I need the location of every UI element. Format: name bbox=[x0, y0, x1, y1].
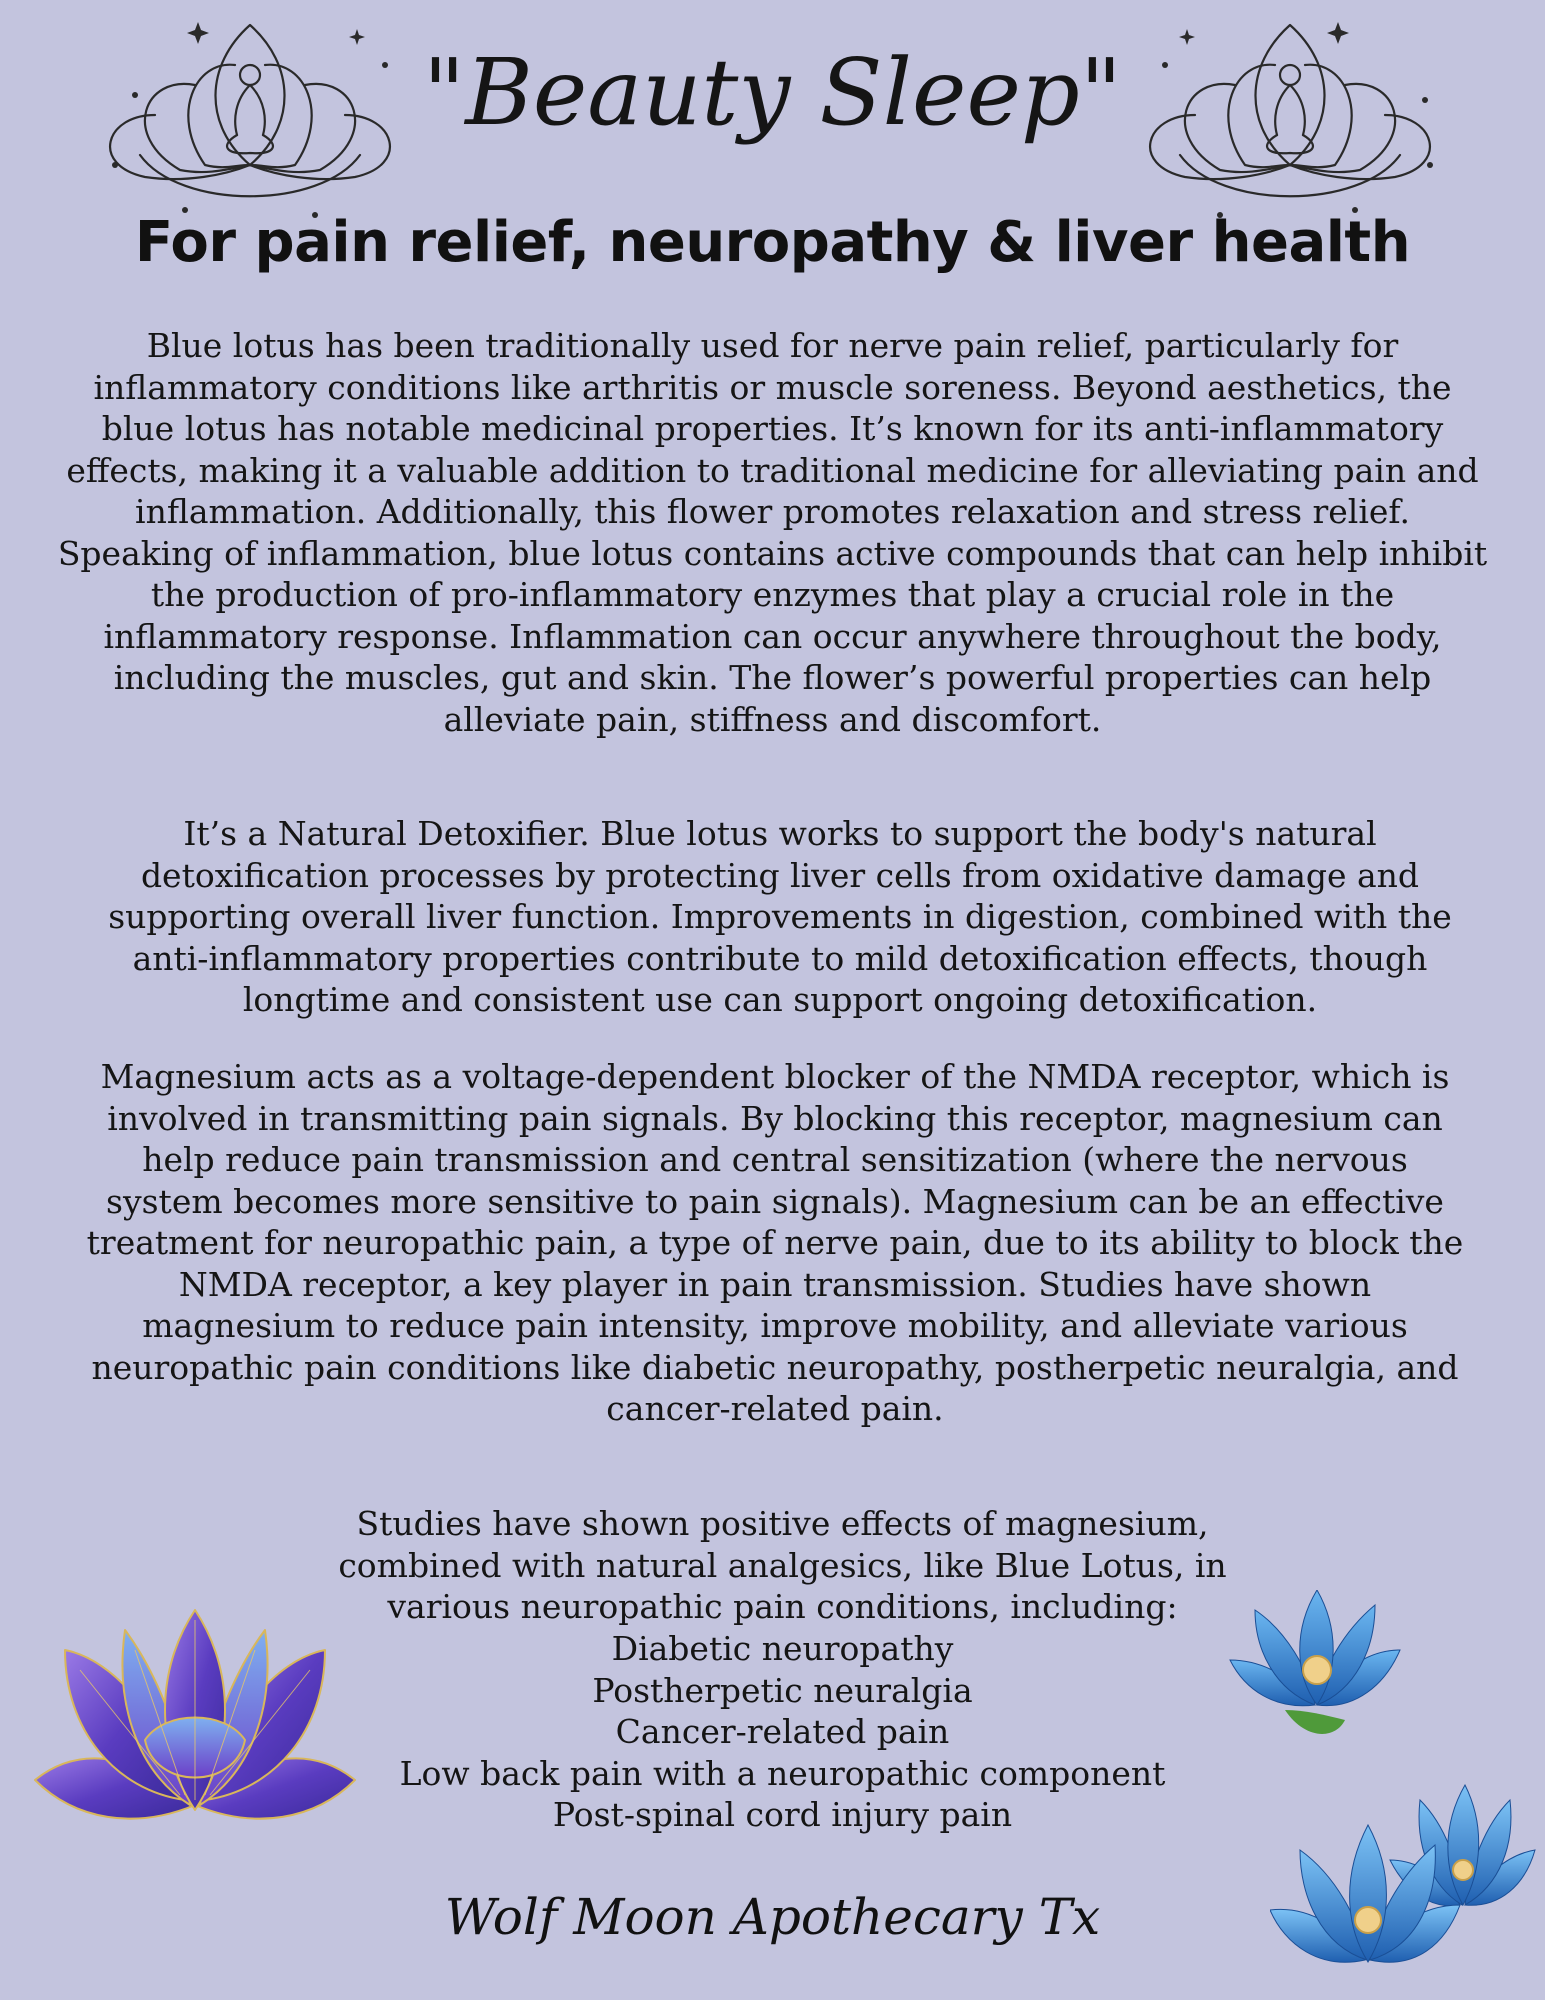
list-item: Post-spinal cord injury pain bbox=[552, 1795, 1013, 1834]
list-item: Low back pain with a neuropathic component bbox=[399, 1753, 1166, 1793]
page-title: "Beauty Sleep" bbox=[422, 39, 1123, 146]
list-item: Cancer-related pain bbox=[615, 1712, 950, 1751]
paragraph-blue-lotus-pain-relief: Blue lotus has been traditionally used for nerve pain relief, particularly for inflammatory conditions like arthritis or muscle soreness. Beyond aesthetics, the blue lotus has notable medicinal properties. It’s known for its anti-inflammatory effects, making it a valuable addition to traditional medicine for alleviating pain and inflammation. Additionally, this flower promotes relaxation and stress relief. Speaking of inflammation, blue lotus contains active compounds that can help inhibit the production of pro-inflammatory enzymes that play a crucial role in the inflammatory response. Inflammation can occur anywhere throughout the body, including the muscles, gut and skin. The flower’s powerful properties can help alleviate pain, stiffness and discomfort. bbox=[57, 326, 1488, 739]
blue-lotus-pair-icon bbox=[1270, 1780, 1540, 1980]
list-item: Diabetic neuropathy bbox=[611, 1629, 954, 1668]
paragraph-magnesium-nmda: Magnesium acts as a voltage-dependent blocker of the NMDA receptor, which is involved in transmitting pain signals. By blocking this receptor, magnesium can help reduce pain transmission and central sensitization (where the nervous system becomes more sensitive to pain signals). Magnesium can be an effective treatment for neuropathic pain, a type of nerve pain, due to its ability to block the NMDA receptor, a key player in pain transmission. Studies have shown magnesium to reduce pain intensity, improve mobility, and alleviate various neuropathic pain conditions like diabetic neuropathy, postherpetic neuralgia, and cancer-related pain. bbox=[86, 1057, 1464, 1428]
brand-signature: Wolf Moon Apothecary Tx bbox=[444, 1888, 1101, 1946]
conditions-list bbox=[280, 1628, 1285, 1836]
paragraph-natural-detoxifier: It’s a Natural Detoxifier. Blue lotus works to support the body's natural detoxification processes by protecting liver cells from oxidative damage and supporting overall liver function. Improvements in digestion, combined with the anti-inflammatory properties contribute to mild detoxification effects, though longtime and consistent use can support ongoing detoxification. bbox=[108, 814, 1452, 1019]
page-subtitle: For pain relief, neuropathy & liver health bbox=[134, 210, 1411, 275]
purple-lotus-icon bbox=[25, 1590, 365, 1850]
list-item: Postherpetic neuralgia bbox=[592, 1670, 973, 1710]
paragraph-studies-intro: Studies have shown positive effects of magnesium, combined with natural analgesics, like Blue Lotus, in various neuropathic pain conditions, including: bbox=[338, 1504, 1227, 1626]
blue-lotus-icon bbox=[1225, 1590, 1405, 1740]
